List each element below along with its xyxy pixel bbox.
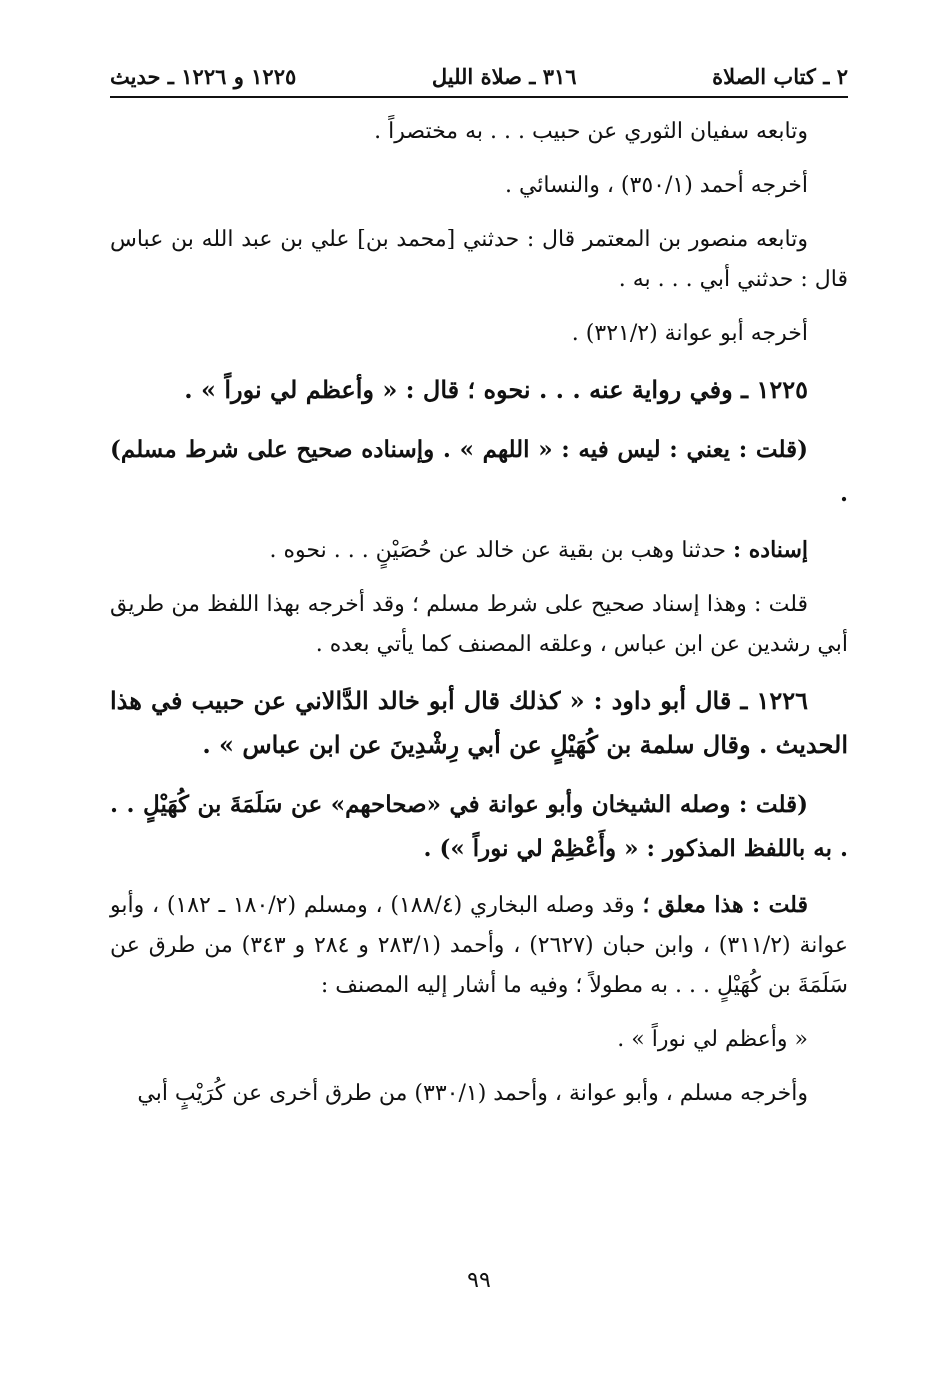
header-section: ٣١٦ ـ صلاة الليل [431,63,577,89]
running-header [110,58,848,94]
header-divider [110,96,848,98]
paragraph: وتابعه سفيان الثوري عن حبيب . . . به مختصراً . [374,119,808,144]
page-number: ٩٩ [467,1268,491,1293]
hadith-1226: ١٢٢٦ ـ قال أبو داود : « كذلك قال أبو خالد الدَّالاني عن حبيب في هذا الحديث . وقال سلمة بن كُهَيْلٍ عن أبي رِشْدِينَ عن ابن عباس » . [110,686,848,759]
author-note: (قلت : وصله الشيخان وأبو عوانة في «صحاحهم» عن سَلَمَةَ بن كُهَيْلٍ . . . به باللفظ المذكور : « وأَعْظِمْ لي نوراً ») . [110,791,848,862]
book-page [110,0,848,1374]
paragraph [110,530,848,571]
paragraph: أخرجه أحمد (٣٥٠/١) ، والنسائي . [504,173,808,198]
main-text [110,112,848,1128]
paragraph: قلت : وهذا إسناد صحيح على شرط مسلم ؛ وقد أخرجه بهذا اللفظ من طريق أبي رشدين عن ابن عباس ، وعلقه المصنف كما يأتي بعده . [110,592,848,657]
paragraph: وأخرجه مسلم ، وأبو عوانة ، وأحمد (٣٣٠/١) من طرق أخرى عن كُرَيْبٍ أبي [137,1081,808,1106]
paragraph-lead: إسناده : [733,537,808,563]
paragraph-lead: قلت : هذا معلق ؛ [642,892,808,918]
paragraph-body: حدثنا وهب بن بقية عن خالد عن حُصَيْنٍ . . . نحوه . [269,538,733,563]
paragraph: وتابعه منصور بن المعتمر قال : حدثني [محمد بن] علي بن عبد الله بن عباس قال : حدثني أبي . . . به . [110,227,848,292]
paragraph-body: وقد وصله البخاري (١٨٨/٤) ، ومسلم (١٨٠/٢ ـ ١٨٢) ، وأبو عوانة (٣١١/٢) ، وابن حبان (٢٦٢٧) ، وأحمد (٢٨٣/١ و ٢٨٤ و ٣٤٣) من طرق عن سَلَمَةَ بن كُهَيْلٍ . . . به مطولاً ؛ وفيه ما أشار إليه المصنف : [110,893,848,998]
author-note: (قلت : يعني : ليس فيه : « اللهم » . وإسناده صحيح على شرط مسلم) . [110,436,848,507]
header-hadith-range: ١٢٢٥ و ١٢٢٦ ـ حديث [110,63,297,89]
paragraph [110,885,848,1006]
paragraph: أخرجه أبو عوانة (٣٢١/٢) . [571,321,808,346]
paragraph: « وأعظم لي نوراً » . [617,1027,808,1052]
header-book-chapter: ٢ ـ كتاب الصلاة [712,63,848,89]
hadith-1225: ١٢٢٥ ـ وفي رواية عنه . . . نحوه ؛ قال : « وأعظم لي نوراً » . [184,375,808,404]
